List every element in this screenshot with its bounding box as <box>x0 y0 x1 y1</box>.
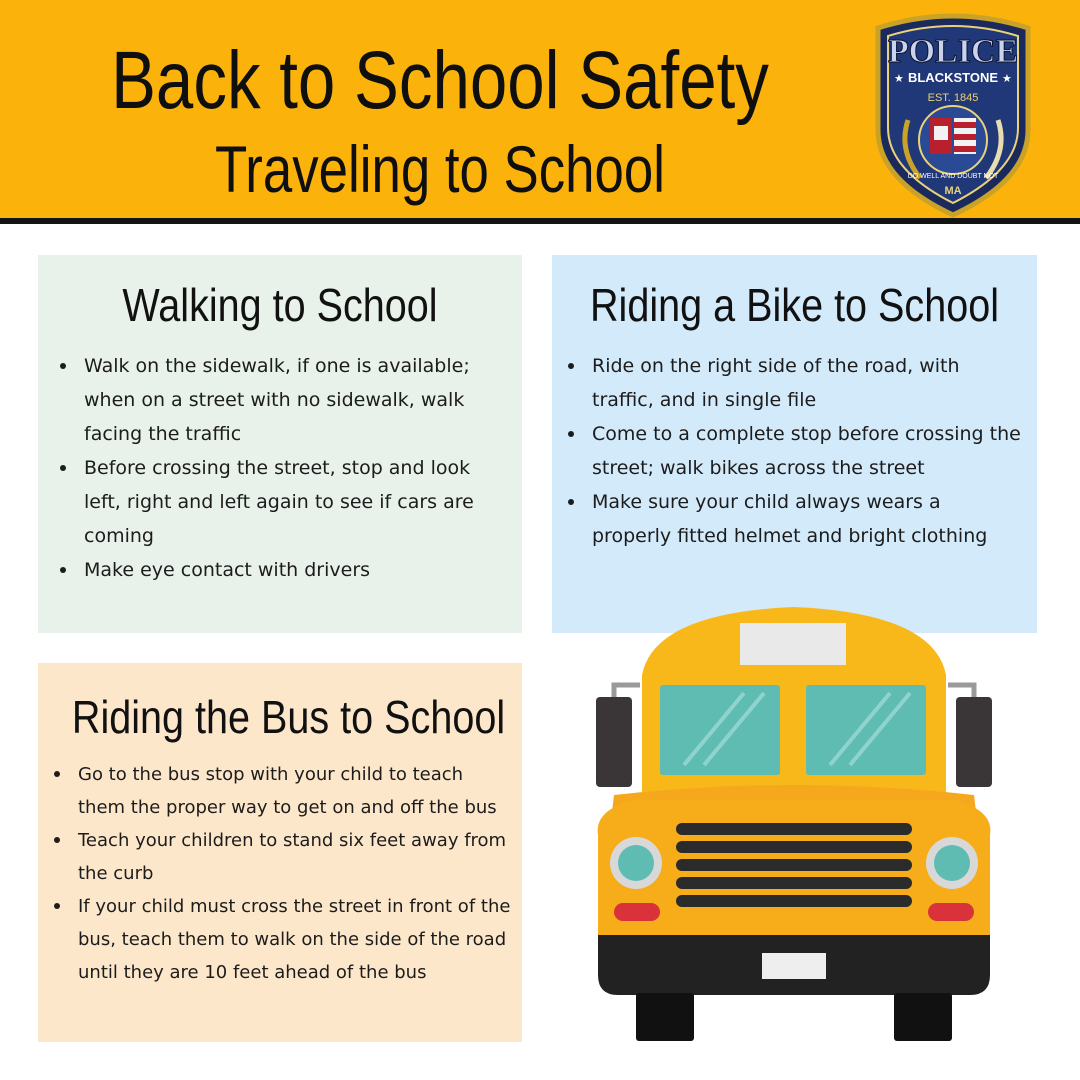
badge-motto-text: DO WELL AND DOUBT NOT <box>907 173 999 180</box>
badge-town-text: BLACKSTONE <box>907 70 999 85</box>
mirror-left-icon <box>596 697 632 787</box>
list-item: Teach your children to stand six feet away from the curb <box>54 824 514 890</box>
signal-left-icon <box>614 903 660 921</box>
school-bus-illustration <box>594 605 994 1045</box>
list-item: Make eye contact with drivers <box>60 553 510 587</box>
police-badge-icon <box>868 10 1038 220</box>
wheel-right-icon <box>894 993 952 1041</box>
biking-title: Riding a Bike to School <box>589 279 1000 331</box>
list-item: If your child must cross the street in front of the bus, teach them to walk on the side of the road until they are 10 feet ahead of the bus <box>54 890 514 989</box>
list-item: Go to the bus stop with your child to teach them the proper way to get on and off the bus <box>54 758 514 824</box>
badge-star-icon: ★ <box>894 72 904 85</box>
badge-seal-icon <box>919 106 987 174</box>
biking-card <box>552 255 1037 633</box>
badge-police-text: POLICE <box>887 33 1019 70</box>
page-title: Back to School Safety <box>111 35 769 126</box>
page-subtitle: Traveling to School <box>214 132 666 206</box>
badge-state-text: MA <box>944 185 962 197</box>
list-item: Make sure your child always wears a properly fitted helmet and bright clothing <box>568 485 1023 553</box>
signal-right-icon <box>928 903 974 921</box>
bus-title: Riding the Bus to School <box>71 691 506 743</box>
mirror-right-icon <box>956 697 992 787</box>
biking-list <box>568 349 1023 553</box>
list-item: Ride on the right side of the road, with traffic, and in single file <box>568 349 1023 417</box>
list-item: Before crossing the street, stop and look left, right and left again to see if cars are coming <box>60 451 510 553</box>
badge-est-text: EST. 1845 <box>927 92 979 104</box>
walking-title: Walking to School <box>122 279 438 331</box>
list-item: Walk on the sidewalk, if one is available; when on a street with no sidewalk, walk facing the traffic <box>60 349 510 451</box>
bus-sign-icon <box>740 623 846 665</box>
bus-list <box>54 758 514 989</box>
badge-star-icon: ★ <box>1002 72 1012 85</box>
bus-card <box>38 663 522 1042</box>
walking-card <box>38 255 522 633</box>
list-item: Come to a complete stop before crossing the street; walk bikes across the street <box>568 417 1023 485</box>
license-plate-icon <box>762 953 826 979</box>
walking-list <box>60 349 510 587</box>
wheel-left-icon <box>636 993 694 1041</box>
